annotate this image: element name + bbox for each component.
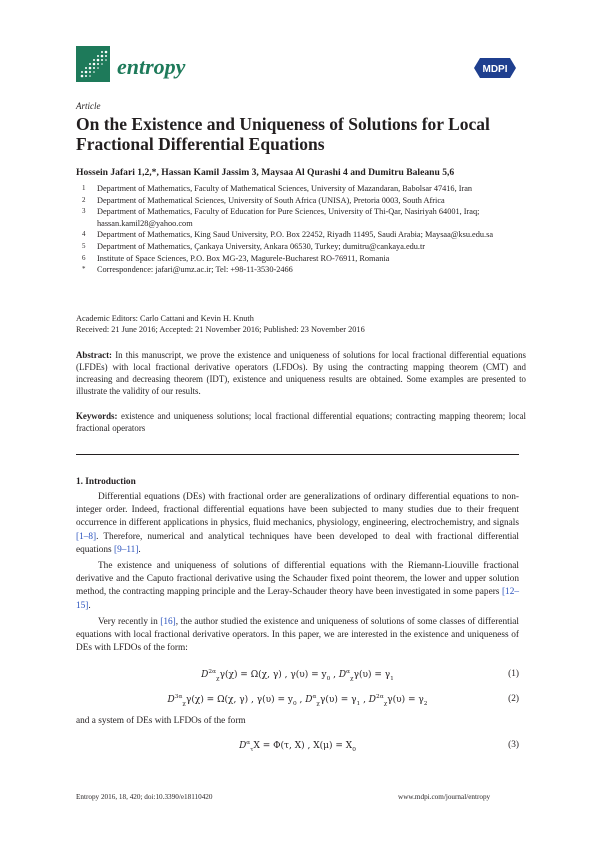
authors-line: Hossein Jafari 1,2,*, Hassan Kamil Jassim 3, Maysaa Al Qurashi 4 and Dumitru Baleanu 5,6 (76, 167, 455, 178)
page-title: On the Existence and Uniqueness of Solutions for Local Fractional Differential Equations (76, 114, 490, 154)
footer-url[interactable]: www.mdpi.com/journal/entropy (398, 793, 491, 801)
citation-link[interactable]: [9–11] (113, 544, 139, 555)
equation-number: (3) (508, 740, 519, 750)
article-type: Article (76, 101, 101, 111)
equation-formula: $D^{3\alpha}_\chi\gamma(\chi) = \Omega(\chi$, γ) , $\gamma(\upsilon) = y_0$ , $D^\alpha_\chi\gamma(\upsilon) = \gamma_1$ , $D^{2\alpha}_\chi\gamma(\upsilon) = \gamma_2$ (167, 694, 428, 707)
equation-formula: $D^{2\alpha}_\chi\gamma(\chi) = \Omega(\chi$, γ) , $\gamma(\upsilon) = y_0$ , $D^\alpha_\chi\gamma(\upsilon) = \gamma_1$ (201, 669, 394, 682)
citation-link[interactable]: [12–15] (76, 587, 519, 611)
article-meta (76, 313, 526, 336)
paragraph: Differential equations (DEs) with fractional order are generalizations of ordinary differential equations to non-integer order. Indeed, fractional differential equations have been subjected to many studies due to their frequent occurrence in different applications in physics, fluid mechanics, physiology, engineering, electrochemistry, and signals [1–8]. Therefore, numerical and analytical techniques have been developed to deal with fractional differential equations [9–11]. (76, 492, 519, 555)
abstract-label: Abstract: (76, 350, 112, 360)
equation-number: (1) (508, 669, 519, 679)
affiliation-item: 3 Department of Mathematics, Faculty of Education for Pure Sciences, University of Thi-Qar, Nasiriyah 64001, Iraq; hassan.kamil28@yahoo.com (82, 207, 480, 228)
journal-name: entropy (117, 54, 186, 79)
journal-logo-icon (76, 46, 110, 82)
paragraph: Very recently in [16], the author studied the existence and uniqueness of solutions of some classes of differential equations with local fractional derivative operators. In this paper, we are interested in the existence and uniqueness of DEs with LFDOs of the form: (76, 616, 520, 654)
citation-link[interactable]: [1–8] (76, 531, 97, 542)
keywords-label: Keywords: (76, 411, 118, 421)
divider (76, 454, 519, 455)
body-text (76, 491, 519, 658)
affiliation-item: 5 Department of Mathematics, Çankaya University, Ankara 06530, Turkey; dumitru@cankaya.edu.tr (82, 241, 426, 251)
publisher-name: MDPI (482, 64, 508, 75)
affiliation-item: 1 Department of Mathematics, Faculty of Mathematical Sciences, University of Mazandaran, Babolsar 47416, Iran (82, 184, 473, 193)
keywords-text: existence and uniqueness solutions; local fractional differential equations; contracting mapping theorem; local fractional operators (76, 411, 527, 433)
citation-link[interactable]: [16] (160, 616, 176, 627)
article-dates: Received: 21 June 2016; Accepted: 21 November 2016; Published: 23 November 2016 (76, 325, 365, 335)
footer-citation: Entropy 2016, 18, 420; doi:10.3390/e18110420 (76, 793, 213, 801)
affiliations-list (76, 183, 526, 276)
equation-formula: $D^\alpha_\tau X = \Phi(\tau$, X) , $X(\mu) = X_0$ (239, 740, 356, 753)
affiliation-item: 4 Department of Mathematics, King Saud University, P.O. Box 22452, Riyadh 11495, Saudi Arabia; Maysaa@ksu.edu.sa (82, 230, 494, 240)
keywords (76, 410, 526, 434)
equation-number: (2) (508, 694, 519, 704)
affiliation-item: 2 Department of Mathematical Sciences, University of South Africa (UNISA), Pretoria 0003, South Africa (82, 195, 445, 205)
paragraph: and a system of DEs with LFDOs of the form (76, 716, 246, 726)
affiliation-item: 6 Institute of Space Sciences, P.O. Box MG-23, Magurele-Bucharest RO-76911, Romania (82, 253, 390, 263)
academic-editors: Academic Editors: Carlo Cattani and Kevin H. Knuth (76, 314, 254, 323)
correspondence-item: * Correspondence: jafari@umz.ac.ir; Tel: +98-11-3530-2466 (82, 265, 293, 275)
mdpi-logo-icon (474, 56, 516, 80)
section-heading: 1. Introduction (76, 477, 136, 487)
abstract (76, 349, 526, 397)
paragraph: The existence and uniqueness of solutions of differential equations with the Riemann-Liouville fractional derivative and the Caputo fractional derivative using the Schauder fixed point theorem, the lower and upper solution method, the contracting mapping principle and the Leray-Schauder theory have been investigated in some papers [12–15]. (76, 561, 519, 611)
abstract-text: In this manuscript, we prove the existence and uniqueness of solutions for local fractional differential equations (LFDEs) with local fractional derivative operators (LFDOs). By using the contracting mapping theorem (CMT) and increasing and decreasing theorem (IDT), existence and uniqueness results are obtained. Some examples are presented to illustrate the validity of our results. (76, 350, 527, 396)
